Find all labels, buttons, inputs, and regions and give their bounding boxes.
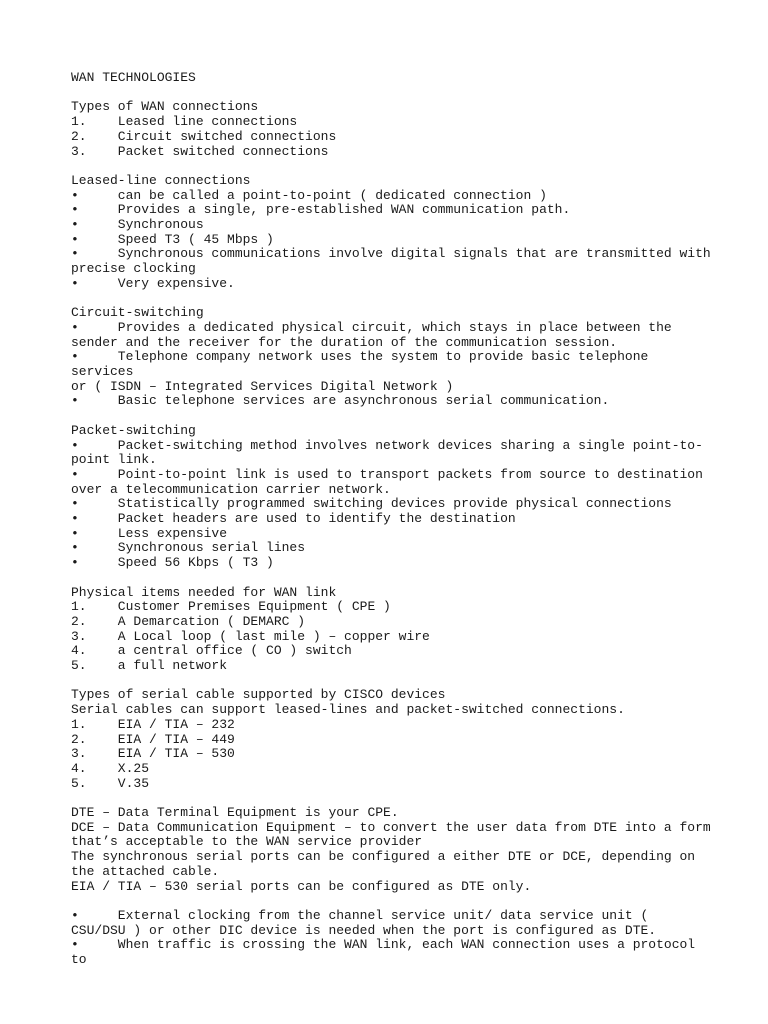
- text-line: 2. EIA / TIA – 449: [71, 731, 235, 747]
- text-line: • When traffic is crossing the WAN link, each WAN connection uses a protocol to: [71, 937, 703, 968]
- text-line: 1. Leased line connections: [71, 114, 298, 130]
- document-section: [71, 424, 711, 571]
- section-gap: [71, 571, 711, 586]
- text-line: 5. a full network: [71, 658, 228, 674]
- text-line: 3. Packet switched connections: [71, 143, 329, 159]
- section-gap: [71, 292, 711, 307]
- text-line: • Provides a single, pre-established WAN communication path.: [71, 202, 571, 218]
- text-line: 3. EIA / TIA – 530: [71, 746, 235, 762]
- text-line: The synchronous serial ports can be configured a either DTE or DCE, depending on: [71, 849, 696, 865]
- text-line: • can be called a point-to-point ( dedicated connection ): [71, 187, 547, 203]
- section-heading: DTE – Data Terminal Equipment is your CPE.: [71, 805, 399, 821]
- document-title: WAN TECHNOLOGIES: [71, 70, 196, 85]
- text-line: 3. A Local loop ( last mile ) – copper wire: [71, 628, 430, 644]
- text-line: Serial cables can support leased-lines and packet-switched connections.: [71, 702, 625, 718]
- section-heading: Circuit-switching: [71, 305, 204, 321]
- text-line: • Statistically programmed switching devices provide physical connections: [71, 496, 672, 512]
- text-line: • Packet-switching method involves network devices sharing a single point-to-: [71, 437, 703, 453]
- section-heading: Physical items needed for WAN link: [71, 584, 337, 600]
- text-line: • Less expensive: [71, 525, 228, 541]
- text-line: • Point-to-point link is used to transport packets from source to destination: [71, 466, 703, 482]
- text-line: 4. a central office ( CO ) switch: [71, 643, 352, 659]
- text-line: 1. EIA / TIA – 232: [71, 716, 235, 732]
- text-line: or ( ISDN – Integrated Services Digital Network ): [71, 378, 454, 394]
- text-line: 2. Circuit switched connections: [71, 128, 337, 144]
- section-heading: • External clocking from the channel service unit/ data service unit (: [71, 907, 649, 923]
- document-section: [71, 100, 711, 159]
- text-line: • Synchronous serial lines: [71, 540, 306, 556]
- text-line: • Synchronous communications involve digital signals that are transmitted with: [71, 246, 711, 262]
- text-line: 2. A Demarcation ( DEMARC ): [71, 613, 306, 629]
- document-section: [71, 586, 711, 674]
- document-section: [71, 688, 711, 791]
- text-line: EIA / TIA – 530 serial ports can be configured as DTE only.: [71, 878, 532, 894]
- section-heading: Types of WAN connections: [71, 99, 259, 115]
- section-gap: [71, 409, 711, 424]
- section-gap: [71, 159, 711, 174]
- section-gap: [71, 894, 711, 909]
- text-line: 1. Customer Premises Equipment ( CPE ): [71, 599, 391, 615]
- text-line: • Provides a dedicated physical circuit, which stays in place between the: [71, 319, 672, 335]
- text-line: • Basic telephone services are asynchronous serial communication.: [71, 393, 610, 409]
- text-line: DCE – Data Communication Equipment – to convert the user data from DTE into a form: [71, 819, 711, 835]
- section-gap: [71, 674, 711, 689]
- text-line: point link.: [71, 452, 157, 468]
- section-gap: [71, 791, 711, 806]
- document-section: [71, 306, 711, 409]
- text-line: • Packet headers are used to identify the destination: [71, 511, 516, 527]
- text-line: over a telecommunication carrier network.: [71, 481, 391, 497]
- text-line: • Speed 56 Kbps ( T3 ): [71, 555, 274, 571]
- text-line: the attached cable.: [71, 863, 220, 879]
- text-line: • Speed T3 ( 45 Mbps ): [71, 231, 274, 247]
- text-line: sender and the receiver for the duration of the communication session.: [71, 334, 618, 350]
- document-section: [71, 909, 711, 968]
- document-body: [71, 86, 711, 968]
- section-gap: [71, 86, 711, 101]
- document-page: [71, 71, 711, 968]
- text-line: precise clocking: [71, 261, 196, 277]
- section-heading: Leased-line connections: [71, 172, 251, 188]
- text-line: 5. V.35: [71, 775, 150, 791]
- text-line: • Very expensive.: [71, 275, 235, 291]
- document-section: [71, 174, 711, 292]
- text-line: • Synchronous: [71, 217, 204, 232]
- document-section: [71, 806, 711, 894]
- section-heading: Types of serial cable supported by CISCO devices: [71, 687, 446, 703]
- text-line: CSU/DSU ) or other DIC device is needed when the port is configured as DTE.: [71, 922, 657, 938]
- text-line: that’s acceptable to the WAN service provider: [71, 834, 423, 850]
- text-line: • Telephone company network uses the system to provide basic telephone services: [71, 349, 657, 380]
- text-line: 4. X.25: [71, 760, 150, 776]
- section-heading: Packet-switching: [71, 422, 196, 438]
